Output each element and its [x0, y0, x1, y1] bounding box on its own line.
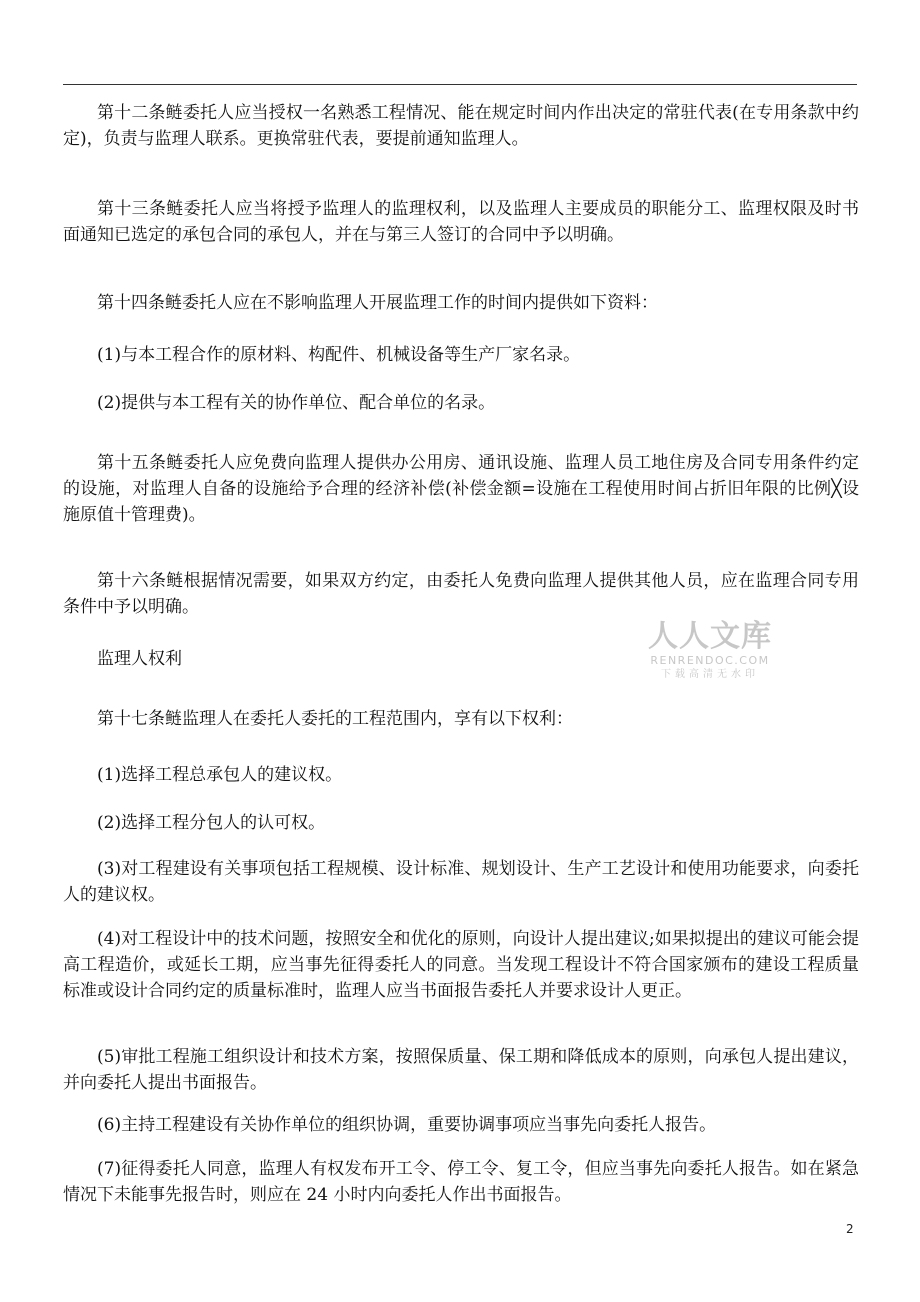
article-17-item-3: (3)对工程建设有关事项包括工程规模、设计标准、规划设计、生产工艺设计和使用功能要求，向委托人的建议权。	[63, 859, 859, 905]
watermark-tagline: 下载高清无水印	[661, 669, 759, 680]
article-17: 第十七条鲢监理人在委托人委托的工程范围内，享有以下权利：	[97, 709, 573, 729]
article-14-item-1: (1)与本工程合作的原材料、构配件、机械设备等生产厂家名录。	[97, 345, 581, 365]
section-heading: 监理人权利	[97, 649, 182, 669]
article-17-item-2: (2)选择工程分包人的认可权。	[97, 813, 326, 833]
watermark-logo	[640, 620, 780, 682]
article-17-item-4: (4)对工程设计中的技术问题，按照安全和优化的原则，向设计人提出建议;如果拟提出的建议可能会提高工程造价，或延长工期，应当事先征得委托人的同意。当发现工程设计不符合国家颁布的建设工程质量标准或设计合同约定的质量标准时，监理人应当书面报告委托人并要求设计人更正。	[63, 929, 859, 1001]
article-17-item-7: (7)征得委托人同意，监理人有权发布开工令、停工令、复工令，但应当事先向委托人报告。如在紧急情况下未能事先报告时，则应在 24 小时内向委托人作出书面报告。	[63, 1159, 859, 1205]
article-17-item-1: (1)选择工程总承包人的建议权。	[97, 765, 343, 785]
page-number: 2	[846, 1222, 854, 1236]
article-16: 第十六条鲢根据情况需要，如果双方约定，由委托人免费向监理人提供其他人员，应在监理合同专用条件中予以明确。	[63, 571, 859, 617]
article-14-item-2: (2)提供与本工程有关的协作单位、配合单位的名录。	[97, 393, 496, 413]
watermark-domain: RENRENDOC.COM	[650, 654, 770, 667]
article-14: 第十四条鲢委托人应在不影响监理人开展监理工作的时间内提供如下资料：	[97, 293, 658, 313]
header-rule	[63, 84, 857, 85]
article-13: 第十三条鲢委托人应当将授予监理人的监理权利，以及监理人主要成员的职能分工、监理权限及时书面通知已选定的承包合同的承包人，并在与第三人签订的合同中予以明确。	[63, 199, 859, 245]
watermark-title: 人人文库	[648, 619, 772, 654]
article-17-item-5: (5)审批工程施工组织设计和技术方案，按照保质量、保工期和降低成本的原则，向承包人提出建议，并向委托人提出书面报告。	[63, 1047, 859, 1093]
article-17-item-6: (6)主持工程建设有关协作单位的组织协调，重要协调事项应当事先向委托人报告。	[97, 1115, 717, 1135]
article-12: 第十二条鲢委托人应当授权一名熟悉工程情况、能在规定时间内作出决定的常驻代表(在专用条款中约定)，负责与监理人联系。更换常驻代表，要提前通知监理人。	[63, 103, 859, 149]
article-15: 第十五条鲢委托人应免费向监理人提供办公用房、通讯设施、监理人员工地住房及合同专用条件约定的设施，对监理人自备的设施给予合理的经济补偿(补偿金额=设施在工程使用时间占折旧年限的比例╳设施原值十管理费)。	[63, 453, 859, 525]
